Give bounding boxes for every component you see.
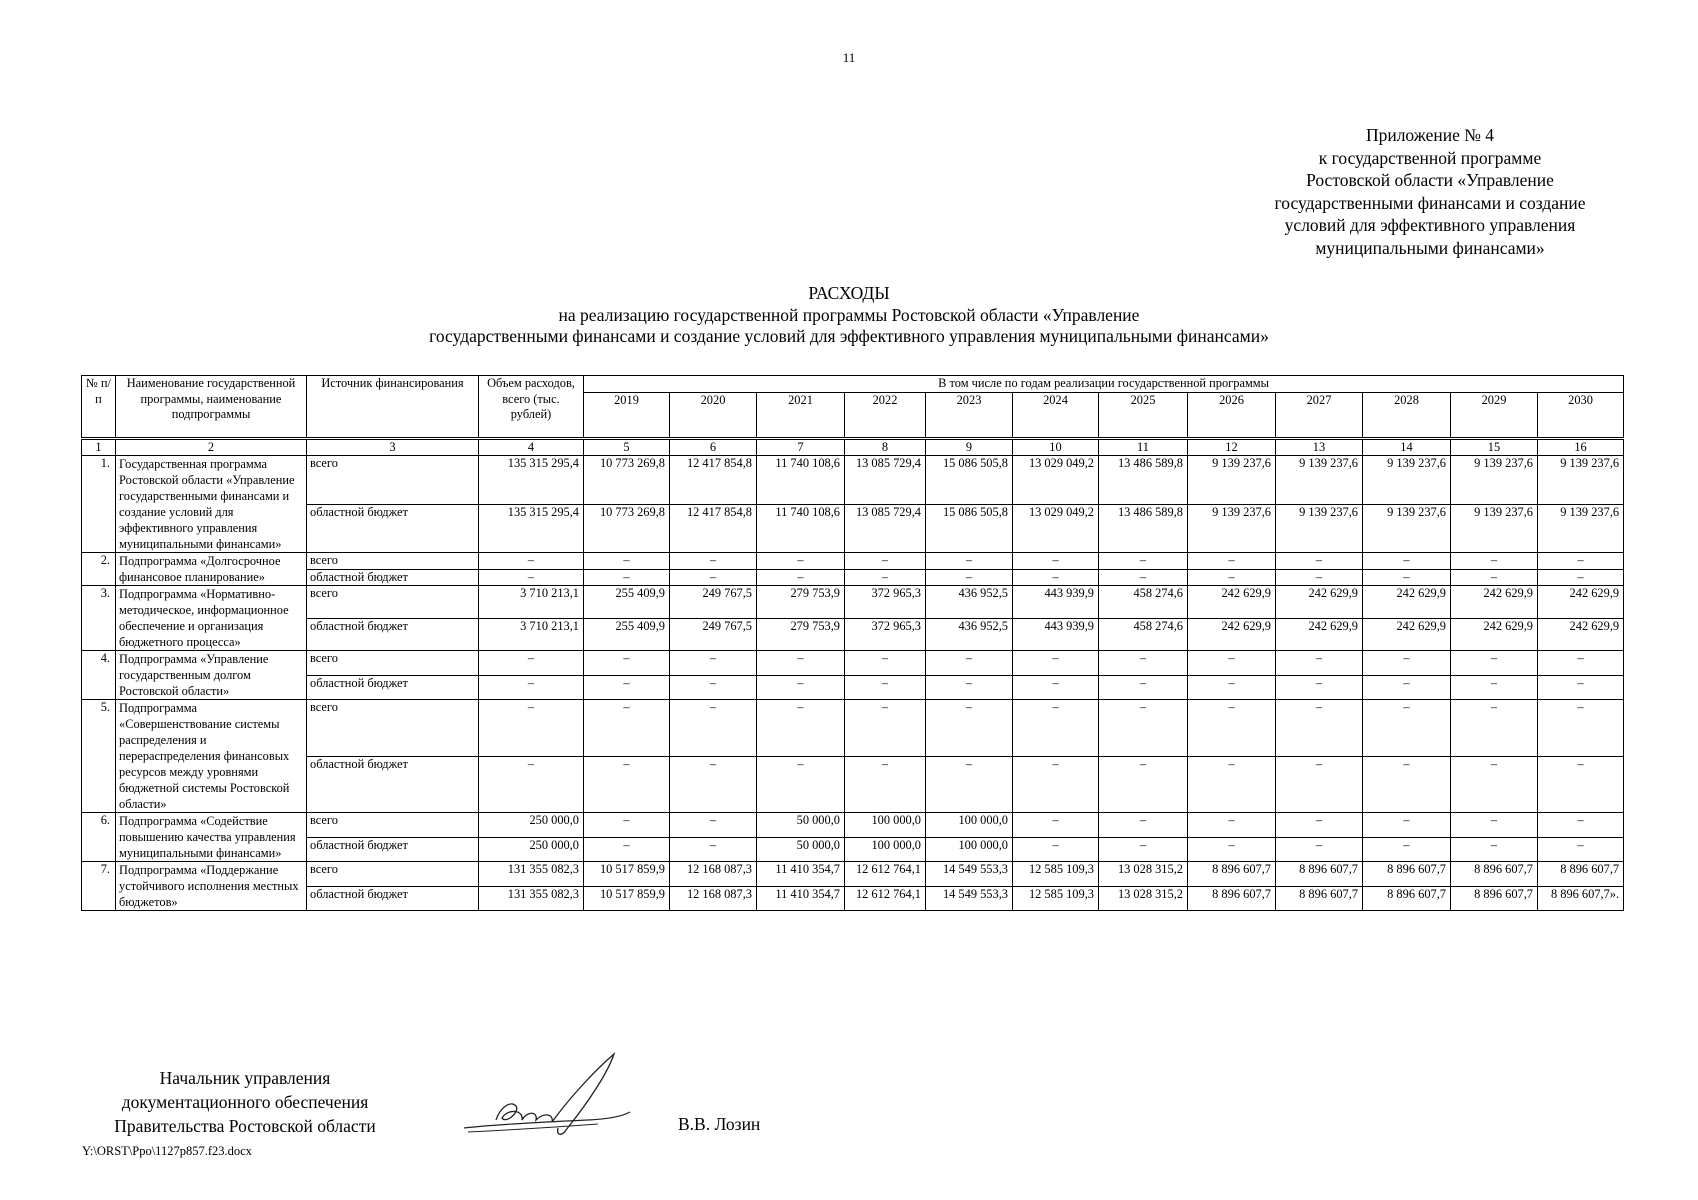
page-number: 11	[842, 50, 856, 65]
year-amount: –	[1013, 813, 1099, 838]
year-amount: 8 896 607,7».	[1538, 886, 1624, 911]
year-amount: 242 629,9	[1451, 586, 1538, 619]
year-amount: 8 896 607,7	[1538, 862, 1624, 887]
total-amount: 3 710 213,1	[479, 618, 584, 651]
year-amount: 15 086 505,8	[926, 504, 1013, 553]
year-amount: 8 896 607,7	[1451, 886, 1538, 911]
year-amount: –	[1099, 675, 1188, 700]
year-amount: 8 896 607,7	[1363, 862, 1451, 887]
total-amount: 135 315 295,4	[479, 504, 584, 553]
year-amount: –	[1363, 675, 1451, 700]
row-number: 4.	[82, 651, 116, 700]
column-numbers-row	[82, 438, 1624, 456]
funding-source: всего	[307, 862, 479, 887]
year-amount: –	[757, 675, 845, 700]
year-amount: –	[1276, 569, 1363, 586]
funding-source: всего	[307, 651, 479, 676]
table-row	[82, 886, 1624, 911]
year-amount: –	[1363, 813, 1451, 838]
year-amount: –	[1451, 756, 1538, 813]
year-amount: –	[584, 651, 670, 676]
total-amount: 135 315 295,4	[479, 456, 584, 505]
appendix-line: условий для эффективного управления	[1284, 215, 1576, 235]
year-amount: 10 773 269,8	[584, 504, 670, 553]
column-number: 8	[845, 438, 926, 456]
year-amount: 242 629,9	[1363, 618, 1451, 651]
year-amount: –	[584, 553, 670, 570]
title-line: государственными финансами и создание условий для эффективного управления муниципальными финансами»	[429, 326, 1269, 346]
year-amount: –	[926, 553, 1013, 570]
year-amount: –	[670, 675, 757, 700]
table-row	[82, 862, 1624, 887]
year-amount: –	[845, 756, 926, 813]
total-amount: –	[479, 569, 584, 586]
year-amount: 13 029 049,2	[1013, 456, 1099, 505]
year-amount: 10 773 269,8	[584, 456, 670, 505]
funding-source: областной бюджет	[307, 569, 479, 586]
signer-line: документационного обеспечения	[121, 1092, 369, 1112]
year-amount: 9 139 237,6	[1451, 504, 1538, 553]
year-amount: –	[1538, 756, 1624, 813]
year-amount: 11 740 108,6	[757, 504, 845, 553]
year-amount: –	[1451, 569, 1538, 586]
column-number: 11	[1099, 438, 1188, 456]
year-amount: –	[1451, 553, 1538, 570]
year-amount: –	[1188, 813, 1276, 838]
year-amount: 242 629,9	[1276, 586, 1363, 619]
year-amount: 100 000,0	[926, 837, 1013, 862]
year-amount: –	[1099, 651, 1188, 676]
program-name: Подпрограмма «Совершенствование системы распределения и перераспределения финансовых ресурсов между уровнями бюджетной системы Ростовской области»	[116, 700, 307, 813]
year-amount: 9 139 237,6	[1363, 504, 1451, 553]
year-amount: 10 517 859,9	[584, 886, 670, 911]
total-amount: 250 000,0	[479, 813, 584, 838]
header-year: 2022	[845, 392, 926, 438]
funding-source: областной бюджет	[307, 618, 479, 651]
program-name: Подпрограмма «Нормативно-методическое, информационное обеспечение и организация бюджетного процесса»	[116, 586, 307, 651]
year-amount: –	[1013, 837, 1099, 862]
funding-source: всего	[307, 700, 479, 757]
year-amount: –	[1276, 813, 1363, 838]
total-amount: –	[479, 675, 584, 700]
year-amount: 12 612 764,1	[845, 862, 926, 887]
column-number: 13	[1276, 438, 1363, 456]
header-year: 2027	[1276, 392, 1363, 438]
total-amount: 3 710 213,1	[479, 586, 584, 619]
year-amount: 249 767,5	[670, 618, 757, 651]
year-amount: –	[1099, 837, 1188, 862]
year-amount: 13 486 589,8	[1099, 456, 1188, 505]
year-amount: –	[845, 651, 926, 676]
funding-source: областной бюджет	[307, 756, 479, 813]
year-amount: 436 952,5	[926, 586, 1013, 619]
year-amount: –	[1013, 675, 1099, 700]
year-amount: 242 629,9	[1451, 618, 1538, 651]
year-amount: 242 629,9	[1276, 618, 1363, 651]
year-amount: –	[1188, 837, 1276, 862]
table-row	[82, 813, 1624, 838]
year-amount: –	[1451, 700, 1538, 757]
year-amount: –	[1363, 837, 1451, 862]
year-amount: 372 965,3	[845, 618, 926, 651]
year-amount: 8 896 607,7	[1276, 886, 1363, 911]
column-number: 10	[1013, 438, 1099, 456]
table-row	[82, 456, 1624, 505]
row-number: 7.	[82, 862, 116, 911]
column-number: 4	[479, 438, 584, 456]
header-row	[82, 376, 1624, 393]
year-amount: –	[1538, 675, 1624, 700]
year-amount: –	[670, 837, 757, 862]
row-number: 2.	[82, 553, 116, 586]
total-amount: 131 355 082,3	[479, 862, 584, 887]
column-number: 14	[1363, 438, 1451, 456]
header-name: Наименование государственной программы, наименование подпрограммы	[116, 376, 307, 439]
year-amount: –	[1538, 651, 1624, 676]
year-amount: –	[1188, 700, 1276, 757]
year-amount: –	[1099, 700, 1188, 757]
year-amount: 255 409,9	[584, 618, 670, 651]
year-amount: –	[845, 675, 926, 700]
total-amount: –	[479, 651, 584, 676]
year-amount: 8 896 607,7	[1451, 862, 1538, 887]
year-amount: 100 000,0	[926, 813, 1013, 838]
year-amount: 9 139 237,6	[1538, 456, 1624, 505]
year-amount: –	[1451, 651, 1538, 676]
year-amount: 9 139 237,6	[1188, 456, 1276, 505]
year-amount: 9 139 237,6	[1188, 504, 1276, 553]
header-year: 2020	[670, 392, 757, 438]
appendix-line: Ростовской области «Управление	[1306, 170, 1554, 190]
signer-name: В.В. Лозин	[678, 1114, 761, 1134]
header-year: 2025	[1099, 392, 1188, 438]
year-amount: 9 139 237,6	[1363, 456, 1451, 505]
year-amount: –	[1099, 813, 1188, 838]
year-amount: 14 549 553,3	[926, 862, 1013, 887]
column-number: 3	[307, 438, 479, 456]
signer-position	[80, 1066, 410, 1138]
year-amount: 8 896 607,7	[1276, 862, 1363, 887]
year-amount: 8 896 607,7	[1188, 862, 1276, 887]
year-amount: –	[1013, 553, 1099, 570]
year-amount: –	[670, 756, 757, 813]
row-number: 5.	[82, 700, 116, 813]
year-amount: 12 612 764,1	[845, 886, 926, 911]
header-year: 2030	[1538, 392, 1624, 438]
year-amount: –	[670, 553, 757, 570]
column-number: 2	[116, 438, 307, 456]
appendix-line: Приложение № 4	[1365, 125, 1495, 145]
total-amount: –	[479, 553, 584, 570]
year-amount: 14 549 553,3	[926, 886, 1013, 911]
year-amount: –	[1188, 651, 1276, 676]
year-amount: –	[1013, 651, 1099, 676]
year-amount: –	[926, 569, 1013, 586]
year-amount: –	[1013, 756, 1099, 813]
year-amount: –	[926, 675, 1013, 700]
program-name: Государственная программа Ростовской области «Управление государственными финансами и создание условий для эффективного управления муниципальными финансами»	[116, 456, 307, 553]
year-amount: –	[584, 569, 670, 586]
header-year: 2023	[926, 392, 1013, 438]
year-amount: –	[1538, 700, 1624, 757]
header-year: 2019	[584, 392, 670, 438]
year-amount: –	[1451, 813, 1538, 838]
year-amount: –	[1188, 756, 1276, 813]
year-amount: 9 139 237,6	[1451, 456, 1538, 505]
funding-source: областной бюджет	[307, 886, 479, 911]
table-row	[82, 675, 1624, 700]
year-amount: 10 517 859,9	[584, 862, 670, 887]
year-amount: 12 168 087,3	[670, 862, 757, 887]
header-by-years: В том числе по годам реализации государственной программы	[584, 376, 1624, 393]
year-amount: –	[757, 700, 845, 757]
year-amount: –	[1363, 553, 1451, 570]
table-row	[82, 756, 1624, 813]
year-amount: –	[926, 651, 1013, 676]
year-amount: –	[1188, 553, 1276, 570]
column-number: 7	[757, 438, 845, 456]
year-amount: –	[845, 700, 926, 757]
table-row	[82, 504, 1624, 553]
appendix-line: государственными финансами и создание	[1274, 192, 1586, 213]
year-amount: 15 086 505,8	[926, 456, 1013, 505]
year-amount: 242 629,9	[1188, 586, 1276, 619]
year-amount: 50 000,0	[757, 813, 845, 838]
year-amount: 13 029 049,2	[1013, 504, 1099, 553]
table-row	[82, 586, 1624, 619]
year-amount: 13 085 729,4	[845, 456, 926, 505]
year-amount: 13 028 315,2	[1099, 886, 1188, 911]
year-amount: –	[1451, 837, 1538, 862]
header-source: Источник финансирования	[307, 376, 479, 439]
year-amount: 11 410 354,7	[757, 886, 845, 911]
year-amount: –	[1099, 569, 1188, 586]
total-amount: –	[479, 756, 584, 813]
year-amount: 9 139 237,6	[1276, 456, 1363, 505]
year-amount: 458 274,6	[1099, 586, 1188, 619]
year-amount: –	[1188, 675, 1276, 700]
year-amount: –	[670, 569, 757, 586]
table-row	[82, 700, 1624, 757]
table-row	[82, 618, 1624, 651]
title-heading: РАСХОДЫ	[808, 283, 890, 303]
column-number: 1	[82, 438, 116, 456]
year-amount: –	[1538, 569, 1624, 586]
signer-line: Правительства Ростовской области	[114, 1116, 376, 1136]
year-amount: –	[1363, 569, 1451, 586]
column-number: 15	[1451, 438, 1538, 456]
document-title	[280, 283, 1418, 348]
year-amount: 12 585 109,3	[1013, 886, 1099, 911]
year-amount: 9 139 237,6	[1538, 504, 1624, 553]
year-amount: 372 965,3	[845, 586, 926, 619]
year-amount: –	[757, 756, 845, 813]
year-amount: –	[1363, 756, 1451, 813]
year-amount: –	[670, 813, 757, 838]
row-number: 6.	[82, 813, 116, 862]
program-name: Подпрограмма «Содействие повышению качества управления муниципальными финансами»	[116, 813, 307, 862]
header-year: 2021	[757, 392, 845, 438]
year-amount: –	[584, 700, 670, 757]
year-amount: –	[1276, 837, 1363, 862]
table-row	[82, 553, 1624, 570]
expenses-table	[81, 375, 1624, 911]
year-amount: –	[584, 675, 670, 700]
year-amount: –	[670, 700, 757, 757]
program-name: Подпрограмма «Долгосрочное финансовое планирование»	[116, 553, 307, 586]
row-number: 3.	[82, 586, 116, 651]
year-amount: 255 409,9	[584, 586, 670, 619]
year-amount: 242 629,9	[1538, 586, 1624, 619]
year-amount: 242 629,9	[1538, 618, 1624, 651]
year-amount: –	[670, 651, 757, 676]
year-amount: 100 000,0	[845, 813, 926, 838]
header-year: 2026	[1188, 392, 1276, 438]
year-amount: 13 028 315,2	[1099, 862, 1188, 887]
year-amount: 279 753,9	[757, 618, 845, 651]
appendix-line: муниципальными финансами»	[1315, 237, 1545, 258]
year-amount: –	[584, 813, 670, 838]
year-amount: 13 085 729,4	[845, 504, 926, 553]
total-amount: 131 355 082,3	[479, 886, 584, 911]
year-amount: –	[1099, 553, 1188, 570]
year-amount: 242 629,9	[1363, 586, 1451, 619]
year-amount: –	[757, 553, 845, 570]
year-amount: –	[1538, 553, 1624, 570]
funding-source: всего	[307, 553, 479, 570]
year-amount: –	[1276, 675, 1363, 700]
year-amount: –	[1538, 813, 1624, 838]
year-amount: 443 939,9	[1013, 618, 1099, 651]
year-amount: 249 767,5	[670, 586, 757, 619]
column-number: 6	[670, 438, 757, 456]
total-amount: –	[479, 700, 584, 757]
row-number: 1.	[82, 456, 116, 553]
year-amount: 12 417 854,8	[670, 504, 757, 553]
funding-source: областной бюджет	[307, 675, 479, 700]
table-row	[82, 569, 1624, 586]
year-amount: 13 486 589,8	[1099, 504, 1188, 553]
column-number: 16	[1538, 438, 1624, 456]
year-amount: –	[1013, 700, 1099, 757]
year-amount: –	[757, 569, 845, 586]
year-amount: –	[1013, 569, 1099, 586]
year-amount: 9 139 237,6	[1276, 504, 1363, 553]
year-amount: 50 000,0	[757, 837, 845, 862]
year-amount: 12 585 109,3	[1013, 862, 1099, 887]
year-amount: –	[926, 756, 1013, 813]
year-amount: –	[1538, 837, 1624, 862]
year-amount: –	[584, 837, 670, 862]
year-amount: 8 896 607,7	[1363, 886, 1451, 911]
program-name: Подпрограмма «Поддержание устойчивого исполнения местных бюджетов»	[116, 862, 307, 911]
total-amount: 250 000,0	[479, 837, 584, 862]
year-amount: –	[1363, 700, 1451, 757]
program-name: Подпрограмма «Управление государственным долгом Ростовской области»	[116, 651, 307, 700]
year-amount: –	[1188, 569, 1276, 586]
title-line: на реализацию государственной программы Ростовской области «Управление	[558, 304, 1140, 325]
year-amount: 279 753,9	[757, 586, 845, 619]
funding-source: всего	[307, 813, 479, 838]
signer-line: Начальник управления	[159, 1068, 331, 1088]
funding-source: областной бюджет	[307, 837, 479, 862]
file-path: Y:\ORST\Ppo\1127p857.f23.docx	[82, 1144, 252, 1158]
year-amount: 436 952,5	[926, 618, 1013, 651]
year-amount: –	[1276, 756, 1363, 813]
header-year: 2024	[1013, 392, 1099, 438]
year-amount: 11 740 108,6	[757, 456, 845, 505]
table-row	[82, 651, 1624, 676]
header-year: 2029	[1451, 392, 1538, 438]
year-amount: –	[845, 569, 926, 586]
header-year: 2028	[1363, 392, 1451, 438]
column-number: 5	[584, 438, 670, 456]
column-number: 9	[926, 438, 1013, 456]
table-row	[82, 837, 1624, 862]
header-total: Объем расходов, всего (тыс. рублей)	[479, 376, 584, 439]
year-amount: 443 939,9	[1013, 586, 1099, 619]
year-amount: –	[1276, 700, 1363, 757]
year-amount: –	[1363, 651, 1451, 676]
year-amount: 100 000,0	[845, 837, 926, 862]
funding-source: всего	[307, 586, 479, 619]
year-amount: –	[1276, 651, 1363, 676]
header-num: № п/п	[82, 376, 116, 439]
funding-source: всего	[307, 456, 479, 505]
year-amount: 12 168 087,3	[670, 886, 757, 911]
appendix-note	[1240, 124, 1620, 259]
year-amount: –	[845, 553, 926, 570]
year-amount: –	[584, 756, 670, 813]
year-amount: 242 629,9	[1188, 618, 1276, 651]
year-amount: –	[757, 651, 845, 676]
funding-source: областной бюджет	[307, 504, 479, 553]
column-number: 12	[1188, 438, 1276, 456]
year-amount: –	[1276, 553, 1363, 570]
year-amount: –	[1099, 756, 1188, 813]
year-amount: –	[926, 700, 1013, 757]
year-amount: –	[1451, 675, 1538, 700]
handwritten-signature	[458, 1050, 638, 1140]
year-amount: 8 896 607,7	[1188, 886, 1276, 911]
year-amount: 11 410 354,7	[757, 862, 845, 887]
year-amount: 12 417 854,8	[670, 456, 757, 505]
year-amount: 458 274,6	[1099, 618, 1188, 651]
appendix-line: к государственной программе	[1318, 147, 1542, 168]
